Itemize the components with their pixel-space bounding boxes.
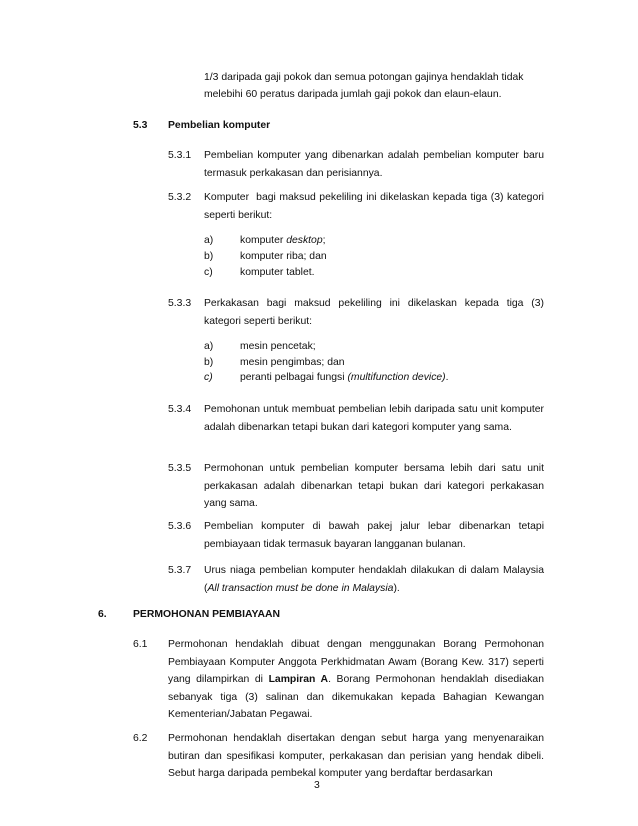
section-5-3-5-text: Permohonan untuk pembelian komputer bersama lebih dari satu unit perkakasan adalah dibenarkan tetapi bukan dari kategori perkakasan yang sama.	[204, 463, 544, 509]
list-item: peranti pelbagai fungsi (multifunction device).	[240, 372, 449, 383]
intro-line-1: 1/3 daripada gaji pokok dan semua potongan gajinya hendaklah tidak	[204, 72, 524, 83]
list-item-label: c)	[204, 372, 213, 383]
section-6-title: PERMOHONAN PEMBIAYAAN	[133, 609, 281, 620]
page-number: 3	[314, 780, 320, 791]
list-item-label: a)	[204, 235, 214, 246]
section-5-3-2-number: 5.3.2	[168, 192, 192, 203]
list-item: mesin pengimbas; dan	[240, 357, 345, 368]
list-item-label: b)	[204, 357, 214, 368]
section-5-3-6-text: Pembelian komputer di bawah pakej jalur lebar dibenarkan tetapi pembiayaan tidak termasuk bayaran langganan bulanan.	[204, 521, 544, 550]
section-5-3-title: Pembelian komputer	[168, 120, 271, 131]
list-item: komputer tablet.	[240, 267, 315, 278]
section-5-3-5-number: 5.3.5	[168, 463, 192, 474]
section-5-3-4-number: 5.3.4	[168, 404, 192, 415]
section-5-3-7-number: 5.3.7	[168, 565, 192, 576]
section-6-1-number: 6.1	[133, 639, 148, 650]
list-item-label: b)	[204, 251, 214, 262]
list-item-label: a)	[204, 341, 214, 352]
section-5-3-6-number: 5.3.6	[168, 521, 192, 532]
section-6-2-number: 6.2	[133, 733, 148, 744]
section-5-3-7-text: Urus niaga pembelian komputer hendaklah dilakukan di dalam Malaysia (All transaction must be done in Malaysia).	[204, 565, 544, 594]
section-5-3-3-number: 5.3.3	[168, 298, 192, 309]
list-item: mesin pencetak;	[240, 341, 316, 352]
section-5-3-1-number: 5.3.1	[168, 150, 192, 161]
section-5-3-4-text: Pemohonan untuk membuat pembelian lebih daripada satu unit komputer adalah dibenarkan tetapi bukan dari kategori komputer yang sama.	[204, 404, 544, 433]
section-6-number: 6.	[98, 609, 107, 620]
list-item: komputer desktop;	[240, 235, 326, 246]
section-6-1-text: Permohonan hendaklah dibuat dengan menggunakan Borang Permohonan Pembiayaan Komputer Anggota Perkhidmatan Awam (Borang Kew. 317) seperti yang dilampirkan di Lampiran A. Borang Permohonan hendaklah disediakan sebanyak tiga (3) salinan dan dikemukakan kepada Bahagian Kewangan Kementerian/Jabatan Pegawai.	[168, 639, 544, 720]
list-item: komputer riba; dan	[240, 251, 327, 262]
section-5-3-1-text: Pembelian komputer yang dibenarkan adalah pembelian komputer baru termasuk perkakasan dan perisiannya.	[204, 150, 544, 179]
section-5-3-number: 5.3	[133, 120, 148, 131]
section-5-3-3-text: Perkakasan bagi maksud pekeliling ini dikelaskan kepada tiga (3) kategori seperti berikut:	[204, 298, 544, 327]
section-6-2-text: Permohonan hendaklah disertakan dengan sebut harga yang menyenaraikan butiran dan spesifikasi komputer, perkakasan dan perisian yang hendak dibeli. Sebut harga daripada pembekal komputer yang berdaftar berdasarkan	[168, 733, 544, 779]
list-item-label: c)	[204, 267, 213, 278]
intro-line-2: melebihi 60 peratus daripada jumlah gaji pokok dan elaun-elaun.	[204, 89, 502, 100]
section-5-3-2-text: Komputer bagi maksud pekeliling ini dikelaskan kepada tiga (3) kategori seperti berikut:	[204, 192, 547, 221]
